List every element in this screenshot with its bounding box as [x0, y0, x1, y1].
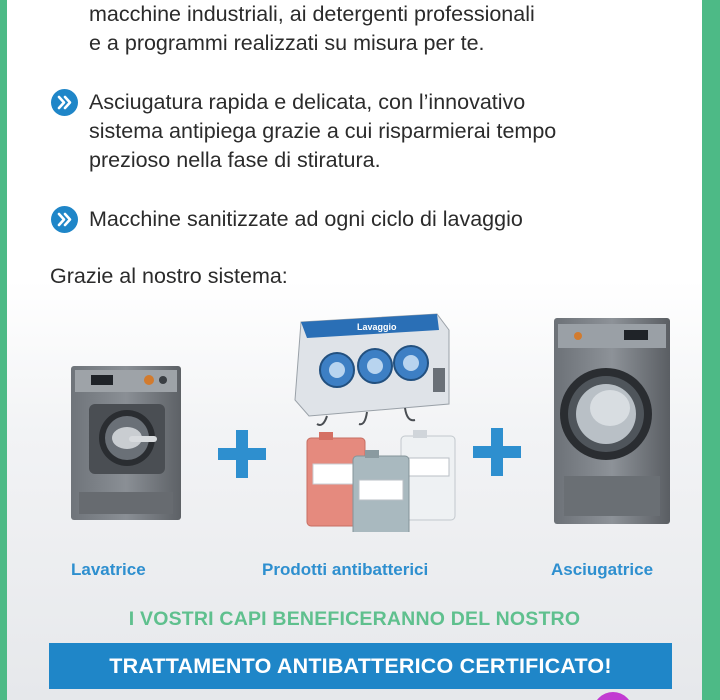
bullet-1-line-2: e a programmi realizzati su misura per te. — [89, 31, 485, 55]
bullet-2-line-1: Asciugatura rapida e delicata, con l’innovativo — [89, 90, 526, 114]
bullet-3-text — [89, 205, 523, 234]
system-intro: Grazie al nostro sistema: — [50, 264, 288, 288]
antibacterial-products-image — [287, 312, 457, 532]
double-chevron-right-icon — [51, 206, 78, 233]
bullet-1-text — [89, 0, 535, 58]
washing-machine-image — [69, 362, 185, 522]
dryer-image — [550, 316, 674, 526]
dryer-caption: Asciugatrice — [551, 560, 654, 579]
chemicals-caption: Prodotti antibatterici — [262, 560, 429, 579]
decorative-badge — [593, 692, 633, 700]
bullet-1-line-1: macchine industriali, ai detergenti professionali — [89, 2, 535, 26]
bullet-2-line-2: sistema antipiega grazie a cui risparmierai tempo — [89, 119, 557, 143]
plus-icon — [473, 428, 521, 476]
bullet-2-line-3: prezioso nella fase di stiratura. — [89, 148, 381, 172]
dispenser-brand-label: Lavaggio — [357, 322, 397, 332]
plus-icon — [218, 430, 266, 478]
flyer-panel — [7, 0, 702, 700]
benefit-line: I VOSTRI CAPI BENEFICERANNO DEL NOSTRO — [128, 608, 581, 630]
double-chevron-right-icon — [51, 89, 78, 116]
bullet-2-text — [89, 88, 556, 175]
washer-caption: Lavatrice — [71, 560, 146, 579]
bullet-3-line-1: Macchine sanitizzate ad ogni ciclo di lavaggio — [89, 207, 523, 231]
certified-treatment-banner: TRATTAMENTO ANTIBATTERICO CERTIFICATO! — [49, 643, 672, 689]
